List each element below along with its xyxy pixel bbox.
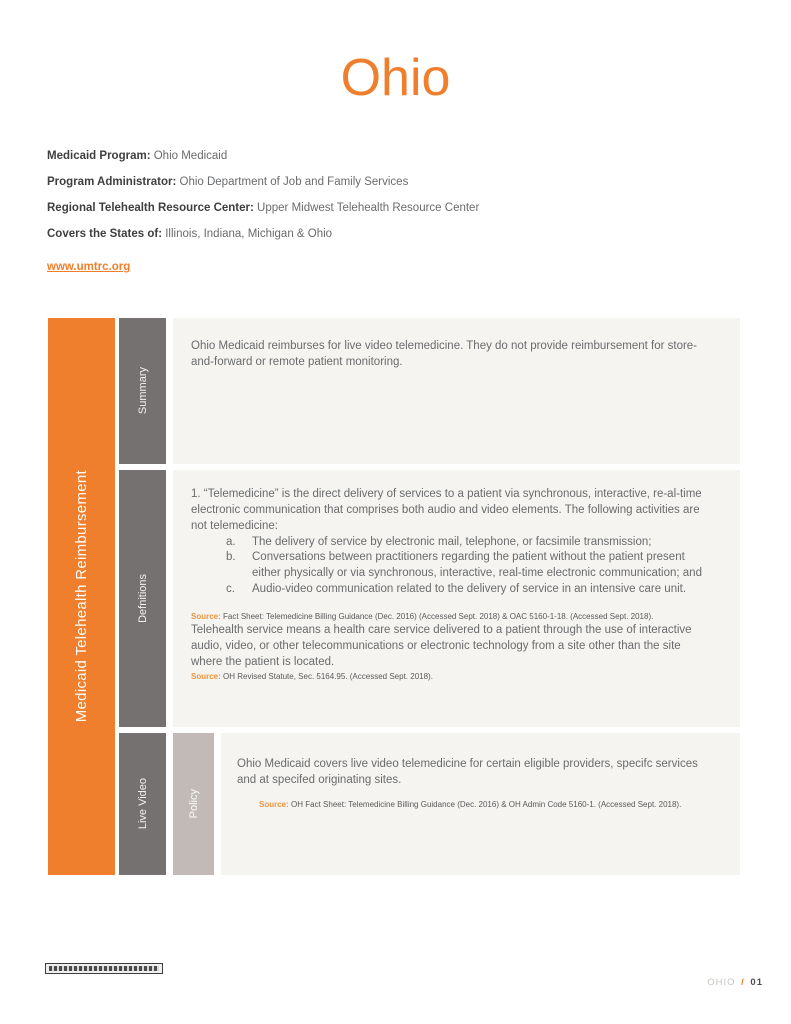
row-live-video [119, 733, 740, 875]
tab-summary [119, 318, 166, 464]
source-citation [191, 671, 710, 683]
field-program-administrator [47, 176, 647, 189]
field-value: Ohio Department of Job and Family Services [179, 176, 409, 188]
subtab-policy [173, 733, 214, 875]
source-text: OH Fact Sheet: Telemedicine Billing Guidance (Dec. 2016) & OH Admin Code 5160-1. (Accessed Sept. 2018). [291, 799, 682, 809]
list-item-text: Conversations between practitioners regarding the patient without the patient present either physically or via synchronous, interactive, real-time electronic communication; and [252, 551, 702, 580]
list-item-text: Audio-video communication related to the delivery of service in an intensive care unit. [252, 583, 687, 596]
row-definitions [119, 470, 740, 727]
source-text: OH Revised Statute, Sec. 5164.95. (Accessed Sept. 2018). [223, 671, 433, 681]
category-label: Medicaid Telehealth Reimbursement [73, 470, 90, 723]
field-value: Upper Midwest Telehealth Resource Center [257, 202, 480, 214]
page-title: Ohio [340, 49, 451, 107]
tab-definitions [119, 470, 166, 727]
source-text: Fact Sheet: Telemedicine Billing Guidance (Dec. 2016) (Accessed Sept. 2018) & OAC 5160-1-18. (Accessed Sept. 2018). [223, 612, 654, 622]
list-item [226, 550, 710, 582]
telehealth-definition-text: Telehealth service means a health care service delivered to a patient through the use of interactive audio, video, or other telecommunications or electronic technology from a site other than the site where the patient is located. [191, 624, 692, 668]
source-label: Source: [259, 799, 289, 809]
field-label: Medicaid Program: [47, 150, 151, 162]
field-value: Ohio Medicaid [153, 150, 228, 162]
list-item-marker: a. [226, 535, 236, 548]
field-value: Illinois, Indiana, Michigan & Ohio [165, 228, 333, 240]
source-citation [259, 799, 702, 811]
subtab-policy-label: Policy [187, 789, 200, 819]
tab-live-video [119, 733, 166, 875]
tab-summary-label: Summary [136, 367, 149, 415]
summary-content [173, 318, 740, 464]
list-item-text: The delivery of service by electronic mail, telephone, or facsimile transmission; [252, 535, 652, 548]
definitions-intro: 1. “Telemedicine” is the direct delivery of services to a patient via synchronous, interactive, re-al-time electronic communication that comprises both audio and video elements. The following activities are not telemedicine: [191, 488, 702, 532]
field-covered-states [47, 228, 647, 241]
live-video-content [221, 733, 740, 875]
fine-print-box [45, 963, 163, 974]
definitions-content [173, 470, 740, 727]
live-video-text: Ohio Medicaid covers live video telemedicine for certain eligible providers, specifc services and at specifed originating sites. [237, 758, 698, 786]
list-item [226, 535, 710, 551]
footer-state-label: OHIO [707, 977, 736, 988]
list-item-marker: c. [226, 583, 235, 596]
source-label: Source: [191, 612, 221, 622]
footer-page-number: 01 [750, 977, 763, 988]
source-citation [191, 611, 710, 623]
fine-print-microtext [49, 966, 159, 971]
summary-text: Ohio Medicaid reimburses for live video telemedicine. They do not provide reimbursement for store-and-forward or remote patient monitoring. [191, 340, 698, 368]
list-item [226, 582, 710, 598]
umtrc-link[interactable]: www.umtrc.org [47, 261, 131, 273]
category-column-medicaid-telehealth-reimbursement [48, 318, 115, 875]
field-label: Program Administrator: [47, 176, 177, 188]
field-label: Regional Telehealth Resource Center: [47, 202, 254, 214]
field-label: Covers the States of: [47, 228, 163, 240]
tab-definitions-label: Defnitions [136, 574, 149, 623]
list-item-marker: b. [226, 551, 236, 564]
tab-live-video-label: Live Video [136, 778, 149, 830]
reimbursement-matrix [48, 318, 740, 875]
field-regional-trc [47, 202, 647, 215]
row-summary [119, 318, 740, 464]
definitions-list [226, 535, 710, 598]
footer-separator: / [741, 977, 745, 988]
source-label: Source: [191, 671, 221, 681]
field-medicaid-program [47, 150, 647, 163]
program-info-block [47, 150, 647, 275]
page-footer [707, 977, 763, 988]
